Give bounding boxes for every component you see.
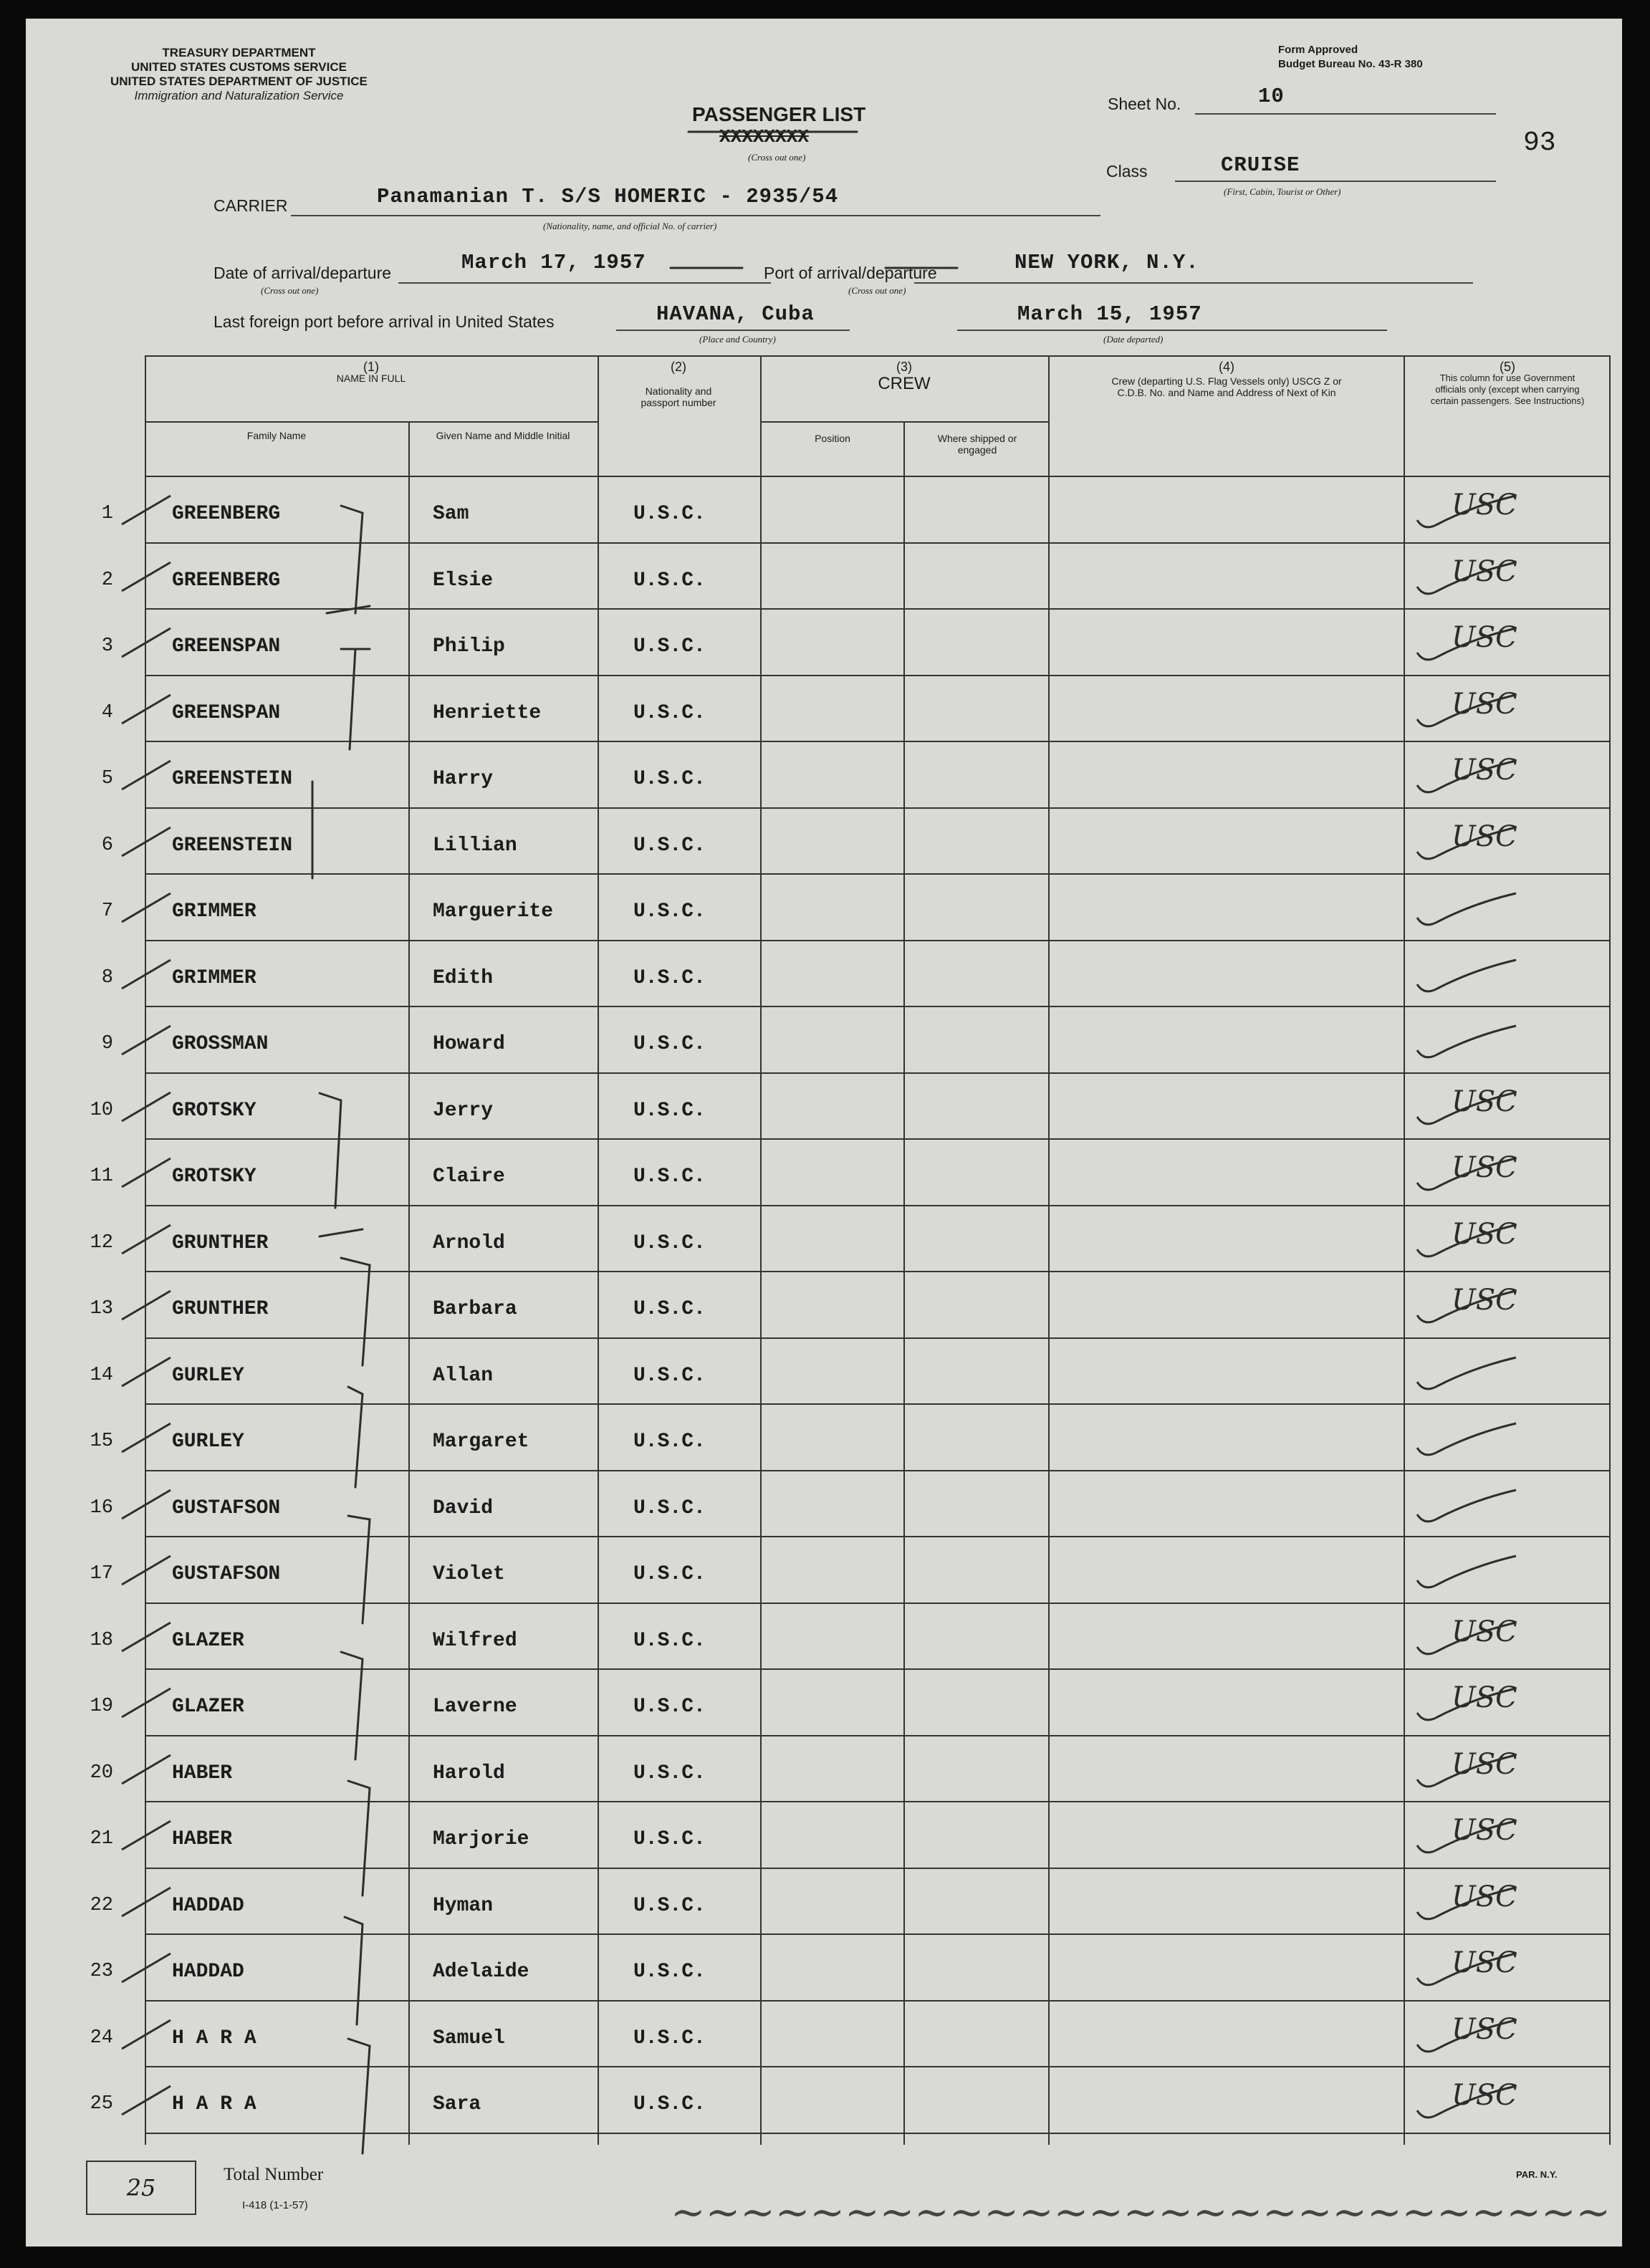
arrival-date: March 17, 1957	[461, 251, 646, 274]
nationality: U.S.C.	[633, 1166, 706, 1188]
nationality: U.S.C.	[633, 1696, 706, 1718]
arrival-label: Date of arrival/departure	[214, 264, 392, 282]
nationality: U.S.C.	[633, 2027, 706, 2050]
row-number: 22	[90, 1895, 113, 1916]
family-name: GROTSKY	[172, 1166, 256, 1188]
agency-line: UNITED STATES DEPARTMENT OF JUSTICE	[110, 75, 368, 88]
total-label: Total Number	[224, 2165, 324, 2184]
where-shipped-head: Where shipped or engaged	[937, 433, 1017, 456]
row-number: 5	[101, 768, 113, 789]
given-name: Elsie	[433, 570, 494, 592]
family-name: GLAZER	[172, 1630, 244, 1652]
family-name: GREENSPAN	[172, 635, 281, 658]
family-name: H A R A	[172, 2093, 256, 2115]
given-name: Barbara	[433, 1298, 517, 1320]
nationality: U.S.C.	[633, 1431, 706, 1453]
official-mark: USC	[1452, 820, 1517, 853]
family-name: GUSTAFSON	[172, 1497, 281, 1519]
col-4-head: (4) Crew (departing U.S. Flag Vessels only) USCG Z or C.D.B. No. and Name and Address of Next of Kin	[1111, 360, 1342, 398]
official-mark: USC	[1452, 1880, 1517, 1913]
given-name: Jerry	[433, 1100, 494, 1122]
family-name: HABER	[172, 1828, 233, 1850]
page-title: PASSENGER LIST	[692, 103, 866, 125]
given-name: Hyman	[433, 1895, 494, 1917]
nationality: U.S.C.	[633, 1497, 706, 1519]
row-number: 10	[90, 1100, 113, 1121]
family-name: GREENBERG	[172, 570, 281, 592]
family-name: GREENBERG	[172, 503, 281, 525]
row-number: 16	[90, 1497, 113, 1519]
departed-date: March 15, 1957	[1017, 302, 1202, 326]
last-port-hint: (Place and Country)	[699, 334, 776, 345]
nationality: U.S.C.	[633, 635, 706, 658]
row-number: 11	[90, 1166, 113, 1187]
cross-out-hint: (Cross out one)	[261, 285, 319, 296]
official-mark: USC	[1452, 1151, 1517, 1184]
nationality: U.S.C.	[633, 1828, 706, 1850]
family-name: GRIMMER	[172, 967, 256, 989]
family-name: GREENSTEIN	[172, 768, 293, 790]
nationality: U.S.C.	[633, 503, 706, 525]
given-name: Edith	[433, 967, 494, 989]
official-mark: USC	[1452, 1085, 1517, 1118]
official-mark: USC	[1452, 2079, 1517, 2112]
given-name: Marguerite	[433, 900, 554, 923]
nationality: U.S.C.	[633, 1033, 706, 1055]
budget-bureau: Budget Bureau No. 43-R 380	[1278, 58, 1423, 70]
given-name: Samuel	[433, 2027, 505, 2050]
family-name: GRUNTHER	[172, 1298, 269, 1320]
given-name: Henriette	[433, 702, 542, 724]
nationality: U.S.C.	[633, 1895, 706, 1917]
family-name: GURLEY	[172, 1365, 244, 1387]
given-name: Harold	[433, 1762, 505, 1784]
row-number: 21	[90, 1828, 113, 1850]
official-mark: USC	[1452, 688, 1517, 721]
family-name: GURLEY	[172, 1431, 244, 1453]
given-name: David	[433, 1497, 494, 1519]
last-port-value: HAVANA, Cuba	[656, 302, 815, 326]
nationality: U.S.C.	[633, 1762, 706, 1784]
nationality: U.S.C.	[633, 702, 706, 724]
given-name-head: Given Name and Middle Initial	[436, 430, 570, 441]
nationality: U.S.C.	[633, 900, 706, 923]
row-number: 1	[101, 503, 113, 524]
family-name: GREENSPAN	[172, 702, 281, 724]
official-mark: USC	[1452, 1814, 1517, 1847]
official-mark: USC	[1452, 555, 1517, 588]
sheet-number: 10	[1258, 85, 1285, 108]
row-number: 24	[90, 2027, 113, 2049]
official-mark: USC	[1452, 1615, 1517, 1648]
port-value: NEW YORK, N.Y.	[1015, 251, 1199, 274]
class-value: CRUISE	[1221, 153, 1300, 177]
family-name: GUSTAFSON	[172, 1563, 281, 1585]
row-number: 20	[90, 1762, 113, 1784]
official-mark: USC	[1452, 754, 1517, 787]
nationality: U.S.C.	[633, 1365, 706, 1387]
row-number: 13	[90, 1298, 113, 1320]
row-number: 8	[101, 967, 113, 989]
official-mark: USC	[1452, 621, 1517, 654]
given-name: Wilfred	[433, 1630, 517, 1652]
family-name: HABER	[172, 1762, 233, 1784]
row-number: 2	[101, 570, 113, 591]
agency-line: TREASURY DEPARTMENT	[162, 46, 316, 59]
official-mark: USC	[1452, 1284, 1517, 1317]
nationality: U.S.C.	[633, 1563, 706, 1585]
family-name: GROSSMAN	[172, 1033, 269, 1055]
nationality: U.S.C.	[633, 570, 706, 592]
nationality: U.S.C.	[633, 1298, 706, 1320]
nationality: U.S.C.	[633, 967, 706, 989]
family-name: HADDAD	[172, 1895, 244, 1917]
given-name: Philip	[433, 635, 505, 658]
nationality: U.S.C.	[633, 1961, 706, 1983]
given-name: Sam	[433, 503, 469, 525]
cross-out-hint: (Cross out one)	[748, 152, 806, 163]
row-number: 9	[101, 1033, 113, 1054]
nationality: U.S.C.	[633, 2093, 706, 2115]
row-number: 19	[90, 1696, 113, 1717]
departed-hint: (Date departed)	[1103, 334, 1164, 345]
row-number: 6	[101, 835, 113, 856]
family-name: GRUNTHER	[172, 1232, 269, 1254]
given-name: Claire	[433, 1166, 505, 1188]
form-id: I-418 (1-1-57)	[242, 2199, 308, 2211]
family-name: H A R A	[172, 2027, 256, 2050]
row-number: 4	[101, 702, 113, 724]
given-name: Marjorie	[433, 1828, 529, 1850]
printer-mark: PAR. N.Y.	[1516, 2169, 1558, 2180]
nationality: U.S.C.	[633, 768, 706, 790]
family-name-head: Family Name	[246, 430, 307, 441]
position-head: Position	[815, 433, 850, 444]
row-number: 17	[90, 1563, 113, 1585]
agency-line: Immigration and Naturalization Service	[134, 89, 344, 102]
row-number: 3	[101, 635, 113, 657]
col-1-head: (1) NAME IN FULL	[336, 360, 406, 384]
row-number: 25	[90, 2093, 113, 2115]
given-name: Laverne	[433, 1696, 517, 1718]
given-name: Harry	[433, 768, 494, 790]
col-5-head: (5) This column for use Government officials only (except when carrying certain passengers. See Instructions)	[1430, 360, 1585, 406]
port-label: Port of arrival/departure	[764, 264, 937, 282]
page-number: 93	[1523, 128, 1556, 158]
row-number: 18	[90, 1630, 113, 1651]
row-number: 14	[90, 1365, 113, 1386]
passenger-list-sheet	[26, 19, 1622, 2247]
official-mark: USC	[1452, 489, 1517, 522]
given-name: Sara	[433, 2093, 481, 2115]
family-name: GRIMMER	[172, 900, 256, 923]
col-2-head: (2) Nationality and passport number	[641, 360, 716, 408]
given-name: Adelaide	[433, 1961, 529, 1983]
row-number: 23	[90, 1961, 113, 1982]
nationality: U.S.C.	[633, 1100, 706, 1122]
given-name: Howard	[433, 1033, 505, 1055]
official-mark: USC	[1452, 1748, 1517, 1781]
official-mark: USC	[1452, 1681, 1517, 1714]
cross-out-hint: (Cross out one)	[848, 285, 906, 296]
carrier-value: Panamanian T. S/S HOMERIC - 2935/54	[377, 185, 839, 208]
row-number: 7	[101, 900, 113, 922]
official-mark: USC	[1452, 1946, 1517, 1979]
col-3-head: (3) CREW	[878, 360, 931, 393]
form-approved: Form Approved	[1278, 44, 1358, 56]
official-mark: USC	[1452, 1218, 1517, 1251]
official-mark: USC	[1452, 2013, 1517, 2046]
nationality: U.S.C.	[633, 835, 706, 857]
total-count: 25	[86, 2161, 196, 2215]
family-name: HADDAD	[172, 1961, 244, 1983]
given-name: Lillian	[433, 835, 517, 857]
handwritten-marks	[26, 19, 1622, 2247]
given-name: Allan	[433, 1365, 494, 1387]
struck-title: XXXXXXXX	[719, 126, 809, 148]
family-name: GREENSTEIN	[172, 835, 293, 857]
row-number: 12	[90, 1232, 113, 1254]
last-port-label: Last foreign port before arrival in United States	[214, 312, 555, 331]
nationality: U.S.C.	[633, 1630, 706, 1652]
family-name: GROTSKY	[172, 1100, 256, 1122]
sheet-label: Sheet No.	[1108, 95, 1181, 113]
given-name: Arnold	[433, 1232, 505, 1254]
svg-text:~~~~~~~~~~~~~~~~~~~~~~~~~~~: ~~~~~~~~~~~~~~~~~~~~~~~~~~~	[671, 2188, 1611, 2236]
class-hint: (First, Cabin, Tourist or Other)	[1224, 186, 1341, 197]
given-name: Margaret	[433, 1431, 529, 1453]
given-name: Violet	[433, 1563, 505, 1585]
row-number: 15	[90, 1431, 113, 1452]
carrier-label: CARRIER	[214, 196, 288, 215]
family-name: GLAZER	[172, 1696, 244, 1718]
class-label: Class	[1106, 162, 1148, 181]
agency-line: UNITED STATES CUSTOMS SERVICE	[130, 60, 347, 74]
nationality: U.S.C.	[633, 1232, 706, 1254]
carrier-hint: (Nationality, name, and official No. of carrier)	[543, 221, 717, 231]
